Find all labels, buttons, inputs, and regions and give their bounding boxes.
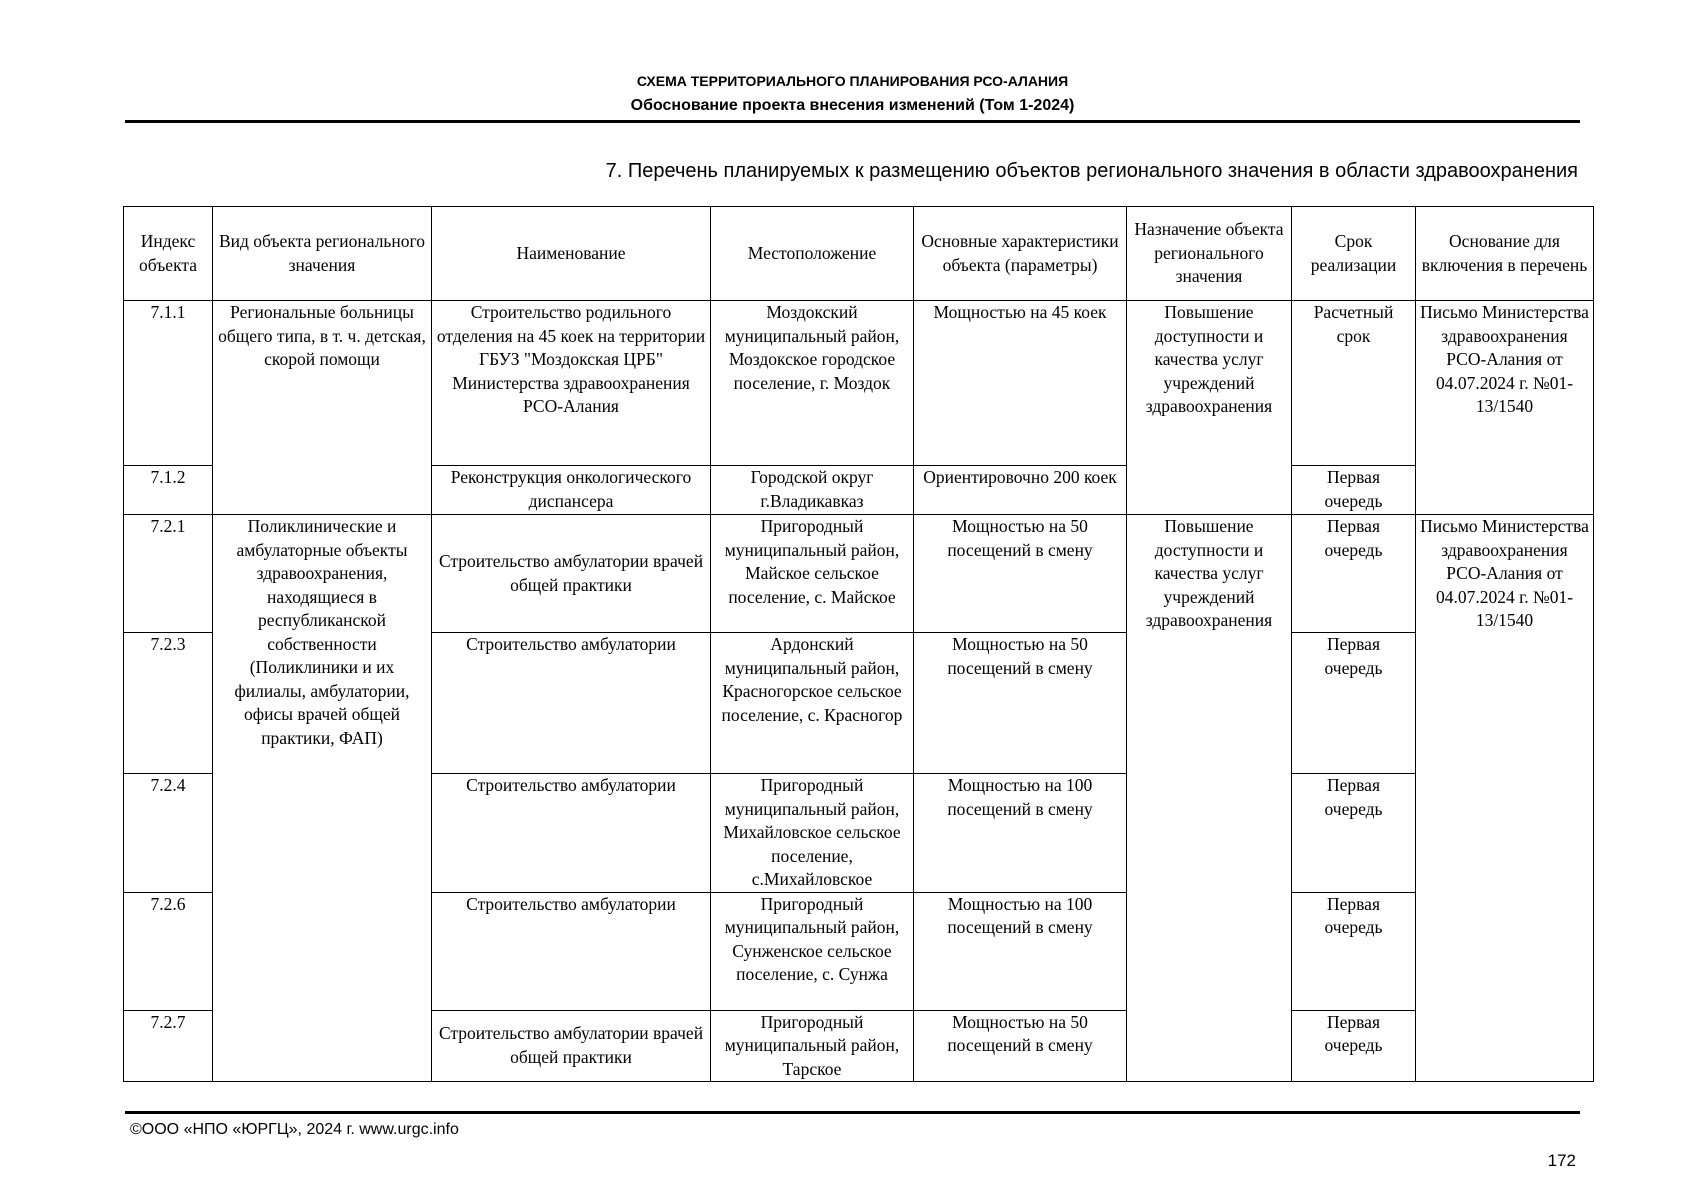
cell-index: 7.2.1 [124, 515, 213, 633]
cell-location: Пригородный муниципальный район, Сунженское сельское поселение, с. Сунжа [711, 892, 914, 1010]
cell-name: Строительство амбулатории врачей общей практики [432, 1010, 711, 1082]
cell-term: Первая очередь [1292, 1010, 1416, 1082]
cell-term: Первая очередь [1292, 633, 1416, 774]
col-header-basis: Основание для включения в перечень [1416, 207, 1594, 301]
cell-term: Первая очередь [1292, 515, 1416, 633]
cell-index: 7.1.1 [124, 301, 213, 466]
table-row [124, 515, 1594, 633]
cell-name: Строительство амбулатории [432, 633, 711, 774]
cell-term: Первая очередь [1292, 466, 1416, 515]
col-header-location: Местоположение [711, 207, 914, 301]
cell-params: Мощностью на 100 посещений в смену [914, 892, 1127, 1010]
cell-params: Мощностью на 50 посещений в смену [914, 633, 1127, 774]
cell-basis: Письмо Министерства здравоохранения РСО-Алания от 04.07.2024 г. №01-13/1540 [1416, 301, 1594, 515]
col-header-params: Основные характеристики объекта (параметры) [914, 207, 1127, 301]
cell-location: Пригородный муниципальный район, Майское сельское поселение, с. Майское [711, 515, 914, 633]
cell-params: Мощностью на 50 посещений в смену [914, 1010, 1127, 1082]
cell-name: Реконструкция онкологического диспансера [432, 466, 711, 515]
col-header-index: Индекс объекта [124, 207, 213, 301]
cell-location: Городской округ г.Владикавказ [711, 466, 914, 515]
table-row [124, 301, 1594, 466]
table-header-row [124, 207, 1594, 301]
cell-object-type: Поликлинические и амбулаторные объекты здравоохранения, находящиеся в республиканской собственности (Поликлиники и их филиалы, амбулатории, офисы врачей общей практики, ФАП) [213, 515, 432, 1082]
section-title: 7. Перечень планируемых к размещению объектов регионального значения в области здравоохранения [605, 160, 1578, 182]
cell-term: Первая очередь [1292, 892, 1416, 1010]
col-header-name: Наименование [432, 207, 711, 301]
cell-term: Первая очередь [1292, 774, 1416, 893]
cell-purpose: Повышение доступности и качества услуг учреждений здравоохранения [1127, 515, 1292, 1082]
page-number: 172 [1547, 1151, 1576, 1170]
cell-params: Мощностью на 45 коек [914, 301, 1127, 466]
col-header-type: Вид объекта регионального значения [213, 207, 432, 301]
cell-name: Строительство родильного отделения на 45 коек на территории ГБУЗ "Моздокская ЦРБ" Министерства здравоохранения РСО-Алания [432, 301, 711, 466]
col-header-term: Срок реализации [1292, 207, 1416, 301]
cell-params: Мощностью на 50 посещений в смену [914, 515, 1127, 633]
col-header-purpose: Назначение объекта регионального значения [1127, 207, 1292, 301]
cell-object-type: Региональные больницы общего типа, в т. ч. детская, скорой помощи [213, 301, 432, 515]
cell-name: Строительство амбулатории [432, 774, 711, 893]
cell-location: Ардонский муниципальный район, Красногорское сельское поселение, с. Красногор [711, 633, 914, 774]
cell-name: Строительство амбулатории [432, 892, 711, 1010]
cell-name: Строительство амбулатории врачей общей практики [432, 515, 711, 633]
header-rule [125, 120, 1580, 123]
cell-basis: Письмо Министерства здравоохранения РСО-Алания от 04.07.2024 г. №01-13/1540 [1416, 515, 1594, 1082]
cell-index: 7.2.6 [124, 892, 213, 1010]
cell-location: Моздокский муниципальный район, Моздокское городское поселение, г. Моздок [711, 301, 914, 466]
cell-location: Пригородный муниципальный район, Михайловское сельское поселение, с.Михайловское [711, 774, 914, 893]
cell-params: Ориентировочно 200 коек [914, 466, 1127, 515]
document-header-title: СХЕМА ТЕРРИТОРИАЛЬНОГО ПЛАНИРОВАНИЯ РСО-АЛАНИЯ [636, 73, 1069, 89]
document-header-subtitle: Обоснование проекта внесения изменений (Том 1-2024) [630, 97, 1075, 114]
footer-rule [125, 1111, 1580, 1114]
copyright-text: ©ООО «НПО «ЮРГЦ», 2024 г. www.urgc.info [130, 1121, 459, 1138]
cell-params: Мощностью на 100 посещений в смену [914, 774, 1127, 893]
cell-purpose: Повышение доступности и качества услуг учреждений здравоохранения [1127, 301, 1292, 515]
cell-term: Расчетный срок [1292, 301, 1416, 466]
cell-index: 7.2.4 [124, 774, 213, 893]
cell-location: Пригородный муниципальный район, Тарское [711, 1010, 914, 1082]
cell-index: 7.2.3 [124, 633, 213, 774]
cell-index: 7.1.2 [124, 466, 213, 515]
cell-index: 7.2.7 [124, 1010, 213, 1082]
objects-table [123, 206, 1594, 1082]
